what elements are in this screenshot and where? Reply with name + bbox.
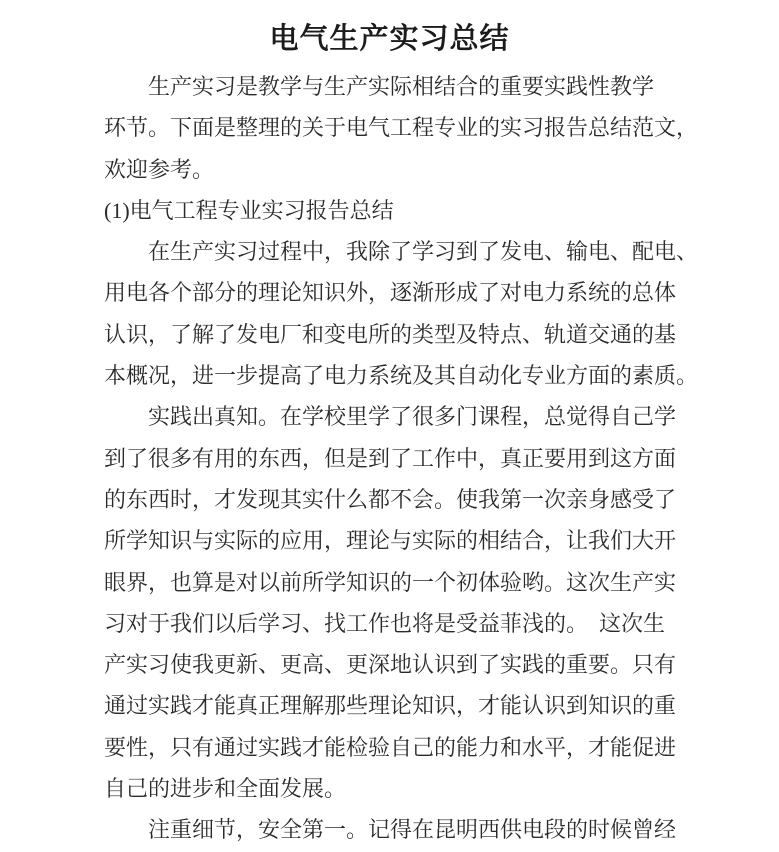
text-line: 要性，只有通过实践才能检验自己的能力和水平，才能促进	[104, 734, 677, 760]
paragraph	[104, 66, 744, 190]
text-line: 生产实习是教学与生产实际相结合的重要实践性教学	[148, 74, 655, 99]
text-line: 环节。下面是整理的关于电气工程专业的实习报告总结范文，	[104, 115, 699, 141]
text-line: 通过实践才能真正理解那些理论知识，才能认识到知识的重	[104, 693, 677, 719]
paragraph	[104, 809, 744, 850]
text-line: 眼界，也算是对以前所学知识的一个初体验哟。这次生产实	[104, 569, 677, 595]
text-line: 用电各个部分的理论知识外，逐渐形成了对电力系统的总体	[104, 280, 677, 306]
text-line: 本概况，进一步提高了电力系统及其自动化专业方面的素质。	[104, 363, 699, 389]
text-line: 欢迎参考。	[104, 156, 215, 182]
paragraph	[104, 396, 744, 809]
paragraph	[104, 190, 744, 231]
text-line: 实践出真知。在学校里学了很多门课程，总觉得自己学	[148, 404, 677, 430]
paragraph	[104, 231, 744, 396]
text-line: 习对于我们以后学习、找工作也将是受益菲浅的。 这次生	[104, 610, 666, 636]
text-line: 到了很多有用的东西，但是到了工作中，真正要用到这方面	[104, 445, 677, 471]
text-line: 的东西时，才发现其实什么都不会。使我第一次亲身感受了	[104, 486, 677, 512]
text-line: 认识，了解了发电厂和变电所的类型及特点、轨道交通的基	[104, 321, 677, 347]
text-line: 注重细节，安全第一。记得在昆明西供电段的时候曾经	[148, 817, 677, 843]
document-title: 电气生产实习总结	[269, 23, 510, 55]
text-line: 自己的进步和全面发展。	[104, 776, 347, 802]
text-line: 在生产实习过程中，我除了学习到了发电、输电、配电、	[148, 239, 699, 265]
document-body	[104, 66, 744, 851]
text-line: 产实习使我更新、更高、更深地认识到了实践的重要。只有	[104, 652, 677, 678]
text-line: 所学知识与实际的应用，理论与实际的相结合，让我们大开	[104, 528, 677, 554]
text-line: (1)电气工程专业实习报告总结	[104, 197, 394, 223]
